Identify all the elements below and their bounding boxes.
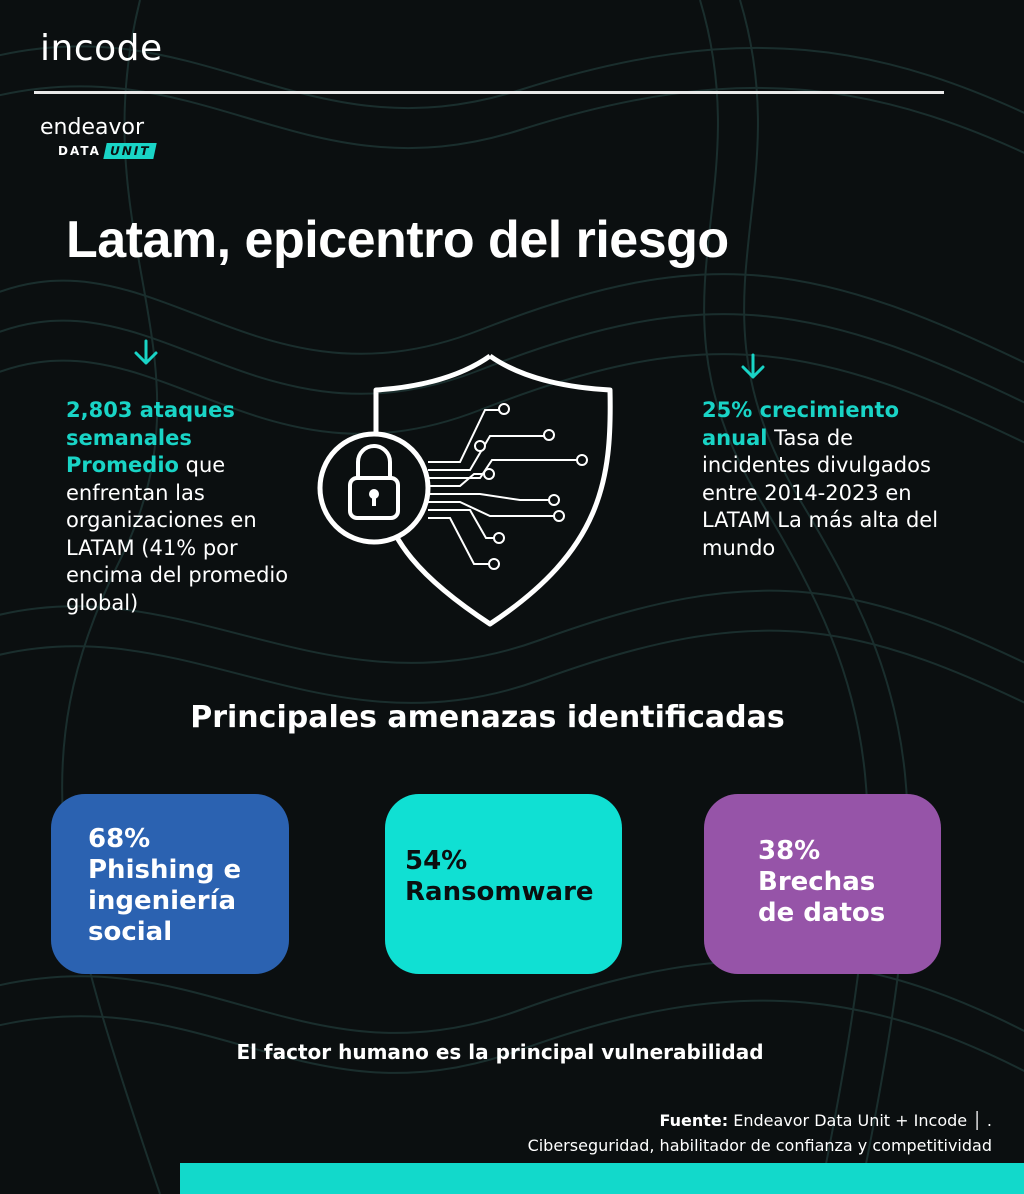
- threat-label: Brechas de datos: [758, 867, 886, 928]
- bottom-accent-bar: [180, 1163, 1024, 1194]
- stat-right-text: Tasa de incidentes divulgados entre 2014-2023 en LATAM La más alta del mundo: [702, 425, 939, 560]
- page-title: Latam, epicentro del riesgo: [66, 211, 729, 269]
- threat-card-breach: [704, 794, 941, 974]
- source-label: Fuente:: [659, 1111, 729, 1130]
- stat-left-highlight: 2,803 ataques semanales Promedio: [66, 398, 235, 477]
- data-unit-label-b: UNIT: [103, 143, 157, 159]
- source-line1: Endeavor Data Unit + Incode │ .: [728, 1111, 992, 1130]
- source-line2: Ciberseguridad, habilitador de confianza y competitividad: [527, 1136, 992, 1155]
- arrow-down-icon: [738, 352, 768, 388]
- stat-right: [702, 397, 942, 562]
- shield-lock-circuit-icon: [310, 350, 620, 630]
- threat-card-ransomware: [385, 794, 622, 974]
- stat-left-text: que enfrentan las organizaciones en LATAM (41% por encima del promedio global): [66, 453, 289, 615]
- stat-right-highlight: 25% crecimiento anual: [702, 398, 900, 450]
- header-divider: [34, 91, 944, 94]
- threat-percent: 54%: [405, 846, 468, 876]
- threat-percent: 38%: [758, 836, 821, 866]
- threat-card-phishing: [51, 794, 289, 974]
- threat-label: Phishing e ingeniería social: [88, 855, 242, 947]
- incode-logo: incode: [40, 28, 163, 69]
- threat-label: Ransomware: [405, 877, 594, 907]
- arrow-down-icon: [131, 338, 161, 374]
- threat-percent: 68%: [88, 824, 151, 854]
- data-unit-label-a: DATA: [58, 144, 101, 158]
- data-unit-logo: [58, 143, 155, 159]
- conclusion-text: El factor humano es la principal vulnerabilidad: [236, 1040, 764, 1064]
- source-citation: [500, 1108, 1010, 1158]
- endeavor-logo: endeavor: [40, 115, 144, 140]
- stat-left: [66, 397, 301, 617]
- threats-heading: Principales amenazas identificadas: [190, 700, 785, 735]
